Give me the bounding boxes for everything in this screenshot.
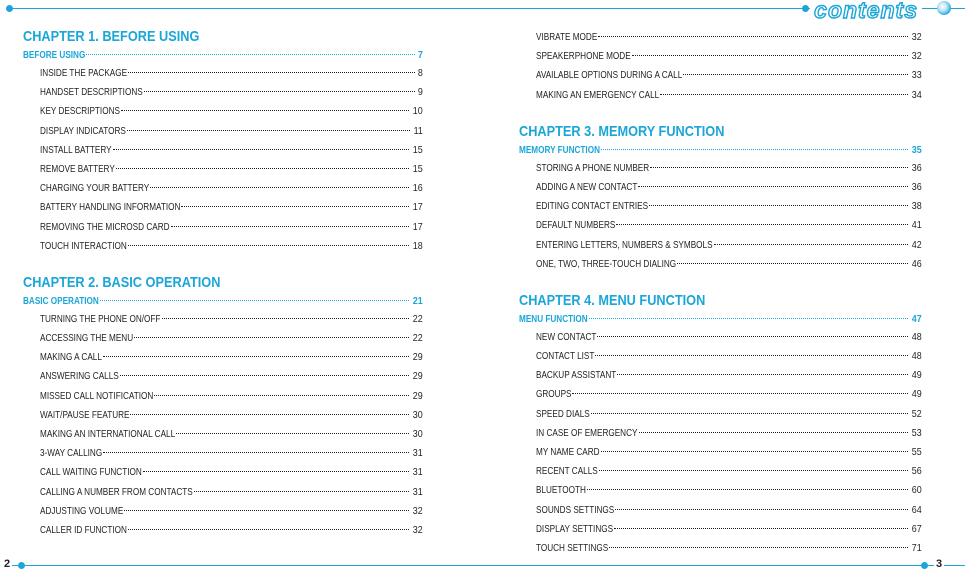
dot-leader <box>124 510 409 511</box>
section-page: 47 <box>912 312 922 325</box>
contents-heading: contents <box>810 0 922 24</box>
entry-title: ADDING A NEW CONTACT <box>536 180 638 193</box>
entry-title: TOUCH INTERACTION <box>40 239 127 252</box>
dot-leader <box>120 375 410 376</box>
entry-title: HANDSET DESCRIPTIONS <box>40 86 143 99</box>
dot-leader <box>601 451 909 452</box>
dot-leader <box>113 149 410 150</box>
dot-leader <box>609 547 908 548</box>
section-title: MEMORY FUNCTION <box>519 143 600 156</box>
section-page: 21 <box>413 294 423 307</box>
entry-title: INSIDE THE PACKAGE <box>40 67 128 79</box>
toc-entry[interactable] <box>23 141 423 160</box>
dot-leader <box>116 168 410 169</box>
dot-leader <box>121 110 409 111</box>
entry-title: BACKUP ASSISTANT <box>536 369 617 382</box>
entry-page: 32 <box>413 523 423 536</box>
entry-title: SPEED DIALS <box>536 407 590 420</box>
toc-right-column <box>519 28 922 558</box>
entry-page: 49 <box>912 388 922 401</box>
toc-entry[interactable] <box>23 237 423 256</box>
entry-title: MAKING A CALL <box>40 351 102 364</box>
toc-entry[interactable] <box>23 198 423 217</box>
entry-page: 48 <box>912 350 922 363</box>
dot-leader <box>615 509 908 510</box>
entry-title: GROUPS <box>536 388 572 401</box>
entry-title: ANSWERING CALLS <box>40 370 119 383</box>
dot-leader <box>154 395 409 396</box>
chapter-heading: CHAPTER 4. MENU FUNCTION <box>519 291 706 309</box>
toc-entry[interactable] <box>23 64 423 83</box>
entry-page: 60 <box>912 484 922 497</box>
dot-leader <box>614 528 908 529</box>
dot-leader <box>162 318 410 319</box>
entry-page: 22 <box>413 332 423 345</box>
dot-leader <box>638 186 908 187</box>
entry-title: CONTACT LIST <box>536 350 595 363</box>
dot-leader <box>103 452 409 453</box>
toc-left-column <box>23 28 423 540</box>
entry-title: TOUCH SETTINGS <box>536 541 609 554</box>
entry-title: DEFAULT NUMBERS <box>536 219 616 232</box>
dot-leader <box>601 149 908 150</box>
entry-page: 22 <box>413 312 423 325</box>
dot-leader <box>176 433 409 434</box>
dot-leader <box>587 489 908 490</box>
entry-title: CALLING A NUMBER FROM CONTACTS <box>40 485 193 498</box>
toc-entry[interactable] <box>519 255 922 274</box>
entry-page: 56 <box>912 465 922 478</box>
entry-list <box>519 28 922 105</box>
footer-left-dot <box>18 562 25 569</box>
dot-leader <box>632 55 909 56</box>
section-page: 35 <box>912 143 922 156</box>
toc-entry[interactable] <box>519 405 922 424</box>
ornament-icon <box>937 1 951 15</box>
entry-title: REMOVING THE MICROSD CARD <box>40 220 170 233</box>
entry-title: TURNING THE PHONE ON/OFF <box>40 312 161 325</box>
entry-page: 29 <box>413 389 423 402</box>
entry-title: NEW CONTACT <box>536 330 597 343</box>
entry-title: DISPLAY SETTINGS <box>536 522 614 535</box>
dot-leader <box>100 300 409 301</box>
entry-page: 9 <box>418 86 423 99</box>
toc-entry[interactable] <box>23 102 423 121</box>
dot-leader <box>683 74 908 75</box>
section-page: 7 <box>418 49 423 61</box>
entry-title: CALL WAITING FUNCTION <box>40 466 142 479</box>
entry-list <box>23 310 423 540</box>
chapter-heading: CHAPTER 3. MEMORY FUNCTION <box>519 122 725 140</box>
entry-page: 64 <box>912 503 922 516</box>
entry-page: 36 <box>912 180 922 193</box>
toc-entry[interactable] <box>519 159 922 178</box>
toc-entry[interactable] <box>519 539 922 558</box>
dot-leader <box>649 205 908 206</box>
dot-leader <box>599 470 909 471</box>
dot-leader <box>130 414 409 415</box>
chapter-heading: CHAPTER 2. BASIC OPERATION <box>23 273 221 291</box>
entry-title: DISPLAY INDICATORS <box>40 124 126 137</box>
entry-title: CHARGING YOUR BATTERY <box>40 182 150 195</box>
entry-list <box>23 64 423 256</box>
dot-leader <box>650 167 908 168</box>
dot-leader <box>597 336 908 337</box>
section-title: BEFORE USING <box>23 49 86 61</box>
dot-leader <box>171 226 410 227</box>
dot-leader <box>86 54 415 55</box>
chapter-heading: CHAPTER 1. BEFORE USING <box>23 28 200 45</box>
dot-leader <box>128 72 415 73</box>
toc-entry[interactable] <box>23 406 423 425</box>
entry-title: ACCESSING THE MENU <box>40 332 134 345</box>
dot-leader <box>134 337 409 338</box>
dot-leader <box>598 36 908 37</box>
dot-leader <box>144 91 416 92</box>
footer-rule <box>10 565 965 566</box>
dot-leader <box>677 263 908 264</box>
entry-title: RECENT CALLS <box>536 465 598 478</box>
entry-title: EDITING CONTACT ENTRIES <box>536 200 649 213</box>
entry-page: 71 <box>912 541 922 554</box>
entry-page: 11 <box>413 124 423 137</box>
dot-leader <box>128 529 409 530</box>
entry-page: 36 <box>912 161 922 174</box>
toc-entry[interactable] <box>519 424 922 443</box>
toc-entry[interactable] <box>519 178 922 197</box>
toc-entry[interactable] <box>23 329 423 348</box>
toc-entry[interactable] <box>23 122 423 141</box>
header-mid-dot <box>802 5 809 12</box>
toc-entry[interactable] <box>23 387 423 406</box>
entry-page: 32 <box>413 504 423 517</box>
dot-leader <box>194 491 410 492</box>
entry-page: 32 <box>912 50 922 63</box>
toc-entry[interactable] <box>519 216 922 235</box>
entry-page: 38 <box>912 200 922 213</box>
toc-entry[interactable] <box>519 443 922 462</box>
dot-leader <box>616 224 908 225</box>
entry-page: 30 <box>413 428 423 440</box>
toc-entry[interactable] <box>519 385 922 404</box>
dot-leader <box>150 187 409 188</box>
dot-leader <box>595 355 908 356</box>
entry-title: MISSED CALL NOTIFICATION <box>40 389 154 402</box>
dot-leader <box>714 244 909 245</box>
entry-page: 15 <box>413 162 423 175</box>
entry-page: 48 <box>912 330 922 343</box>
entry-page: 31 <box>413 466 423 479</box>
dot-leader <box>103 356 409 357</box>
entry-page: 16 <box>413 182 423 195</box>
entry-title: KEY DESCRIPTIONS <box>40 105 120 118</box>
entry-title: BLUETOOTH <box>536 484 586 497</box>
entry-title: SOUNDS SETTINGS <box>536 503 615 516</box>
entry-list <box>519 328 922 558</box>
entry-page: 8 <box>418 67 423 79</box>
toc-section-row[interactable] <box>519 141 922 159</box>
entry-title: REMOVE BATTERY <box>40 162 115 175</box>
entry-title: MY NAME CARD <box>536 446 600 458</box>
entry-title: INSTALL BATTERY <box>40 143 112 156</box>
dot-leader <box>128 245 409 246</box>
toc-entry[interactable] <box>519 66 922 85</box>
toc-entry[interactable] <box>519 28 922 47</box>
entry-page: 17 <box>413 220 423 233</box>
entry-title: BATTERY HANDLING INFORMATION <box>40 201 181 214</box>
toc-entry[interactable] <box>23 348 423 367</box>
toc-entry[interactable] <box>519 197 922 216</box>
entry-page: 52 <box>912 407 922 420</box>
right-page-number: 3 <box>936 558 943 570</box>
entry-page: 31 <box>413 447 423 460</box>
entry-page: 10 <box>413 105 423 118</box>
toc-entry[interactable] <box>519 236 922 255</box>
entry-title: CALLER ID FUNCTION <box>40 523 127 536</box>
entry-page: 42 <box>912 238 922 251</box>
entry-title: ONE, TWO, THREE-TOUCH DIALING <box>536 257 677 270</box>
entry-title: WAIT/PAUSE FEATURE <box>40 408 130 421</box>
entry-page: 33 <box>912 69 922 82</box>
entry-page: 34 <box>912 88 922 101</box>
toc-entry[interactable] <box>23 444 423 463</box>
toc-entry[interactable] <box>519 328 922 347</box>
dot-leader <box>617 374 908 375</box>
entry-page: 29 <box>413 370 423 383</box>
entry-page: 32 <box>912 31 922 43</box>
toc-entry[interactable] <box>519 366 922 385</box>
dot-leader <box>181 206 409 207</box>
toc-entry[interactable] <box>519 86 922 105</box>
entry-page: 53 <box>912 426 922 439</box>
entry-page: 30 <box>413 408 423 421</box>
dot-leader <box>589 318 909 319</box>
toc-entry[interactable] <box>23 160 423 179</box>
toc-entry[interactable] <box>23 502 423 521</box>
entry-page: 17 <box>413 201 423 214</box>
footer-right-dot <box>921 562 928 569</box>
dot-leader <box>639 432 909 433</box>
entry-title: AVAILABLE OPTIONS DURING A CALL <box>536 69 683 82</box>
entry-title: ADJUSTING VOLUME <box>40 504 124 517</box>
toc-section-row[interactable] <box>23 292 423 310</box>
entry-title: 3-WAY CALLING <box>40 447 103 460</box>
entry-list <box>519 159 922 274</box>
section-title: MENU FUNCTION <box>519 312 588 325</box>
entry-page: 29 <box>413 351 423 364</box>
toc-entry[interactable] <box>519 462 922 481</box>
dot-leader <box>143 471 409 472</box>
toc-entry[interactable] <box>23 218 423 237</box>
dot-leader <box>127 130 410 131</box>
entry-page: 31 <box>413 485 423 498</box>
header-left-dot <box>6 5 13 12</box>
entry-page: 67 <box>912 522 922 535</box>
toc-entry[interactable] <box>23 179 423 198</box>
entry-page: 15 <box>413 143 423 156</box>
toc-entry[interactable] <box>519 47 922 66</box>
toc-entry[interactable] <box>23 521 423 540</box>
entry-page: 49 <box>912 369 922 382</box>
dot-leader <box>572 393 908 394</box>
dot-leader <box>591 413 909 414</box>
toc-entry[interactable] <box>23 463 423 482</box>
entry-page: 18 <box>413 239 423 252</box>
toc-entry[interactable] <box>519 501 922 520</box>
entry-page: 41 <box>912 219 922 232</box>
entry-title: IN CASE OF EMERGENCY <box>536 426 638 439</box>
entry-page: 55 <box>912 446 922 458</box>
toc-section-row[interactable] <box>519 310 922 328</box>
toc-entry[interactable] <box>519 481 922 500</box>
toc-entry[interactable] <box>23 367 423 386</box>
toc-section-row[interactable] <box>23 46 423 64</box>
toc-entry[interactable] <box>23 425 423 444</box>
toc-entry[interactable] <box>23 83 423 102</box>
entry-page: 46 <box>912 257 922 270</box>
left-page-number: 2 <box>4 558 11 570</box>
entry-title: VIBRATE MODE <box>536 31 598 43</box>
section-title: BASIC OPERATION <box>23 294 99 307</box>
dot-leader <box>660 94 908 95</box>
entry-title: MAKING AN INTERNATIONAL CALL <box>40 428 176 440</box>
toc-entry[interactable] <box>519 347 922 366</box>
entry-title: ENTERING LETTERS, NUMBERS & SYMBOLS <box>536 238 713 251</box>
toc-entry[interactable] <box>23 310 423 329</box>
toc-entry[interactable] <box>23 483 423 502</box>
entry-title: MAKING AN EMERGENCY CALL <box>536 88 660 101</box>
toc-entry[interactable] <box>519 520 922 539</box>
entry-title: STORING A PHONE NUMBER <box>536 161 650 174</box>
entry-title: SPEAKERPHONE MODE <box>536 50 631 63</box>
